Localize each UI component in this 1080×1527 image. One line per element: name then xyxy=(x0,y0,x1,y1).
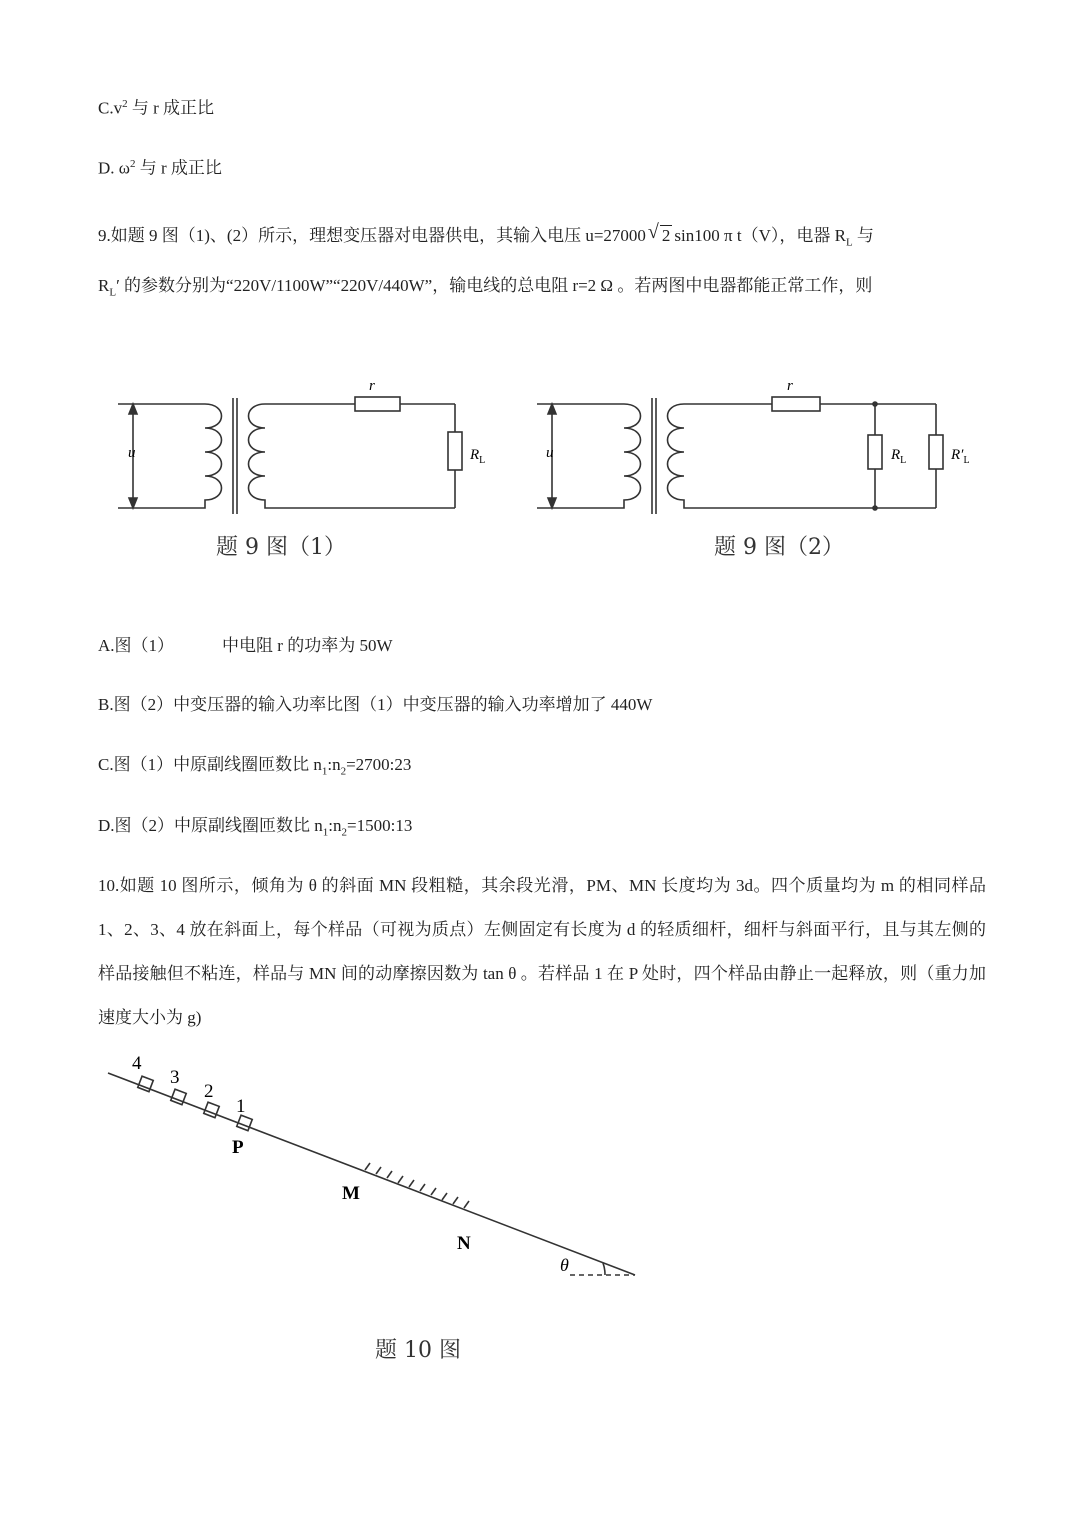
fig9-1-RL-label: $R_L$ xyxy=(470,447,486,466)
fig9-1-u-label: u xyxy=(128,445,136,461)
label-4: 4 xyxy=(132,1053,142,1074)
q9-option-b: B.图（2）中变压器的输入功率比图（1）中变压器的输入功率增加了 440W xyxy=(98,695,653,714)
label-1: 1 xyxy=(236,1096,246,1117)
theta-arc xyxy=(603,1263,605,1275)
label-N: N xyxy=(457,1233,471,1254)
q9-option-c: C.图（1）中原副线圈匝数比 $n_1:n_2=2700:23$ xyxy=(98,755,412,778)
fig9-2-u-label: u xyxy=(546,445,554,461)
fig9-2-circuit xyxy=(537,397,943,514)
q8-option-d: D. $\omega^2$ 与 r 成正比 xyxy=(98,158,222,178)
fig10-caption: 题 10 图 xyxy=(375,1338,461,1363)
label-P: P xyxy=(232,1137,244,1158)
q9-stem: 9.如题 9 图（1)、(2）所示，理想变压器对电器供电，其输入电压 u=27000√ 2 sin100 π t（V），电器 $R_L$ 与 $R_L'$ 的参数分别为“220V/1100W”“220V/440W”，输电线的总电阻 r=2 Ω 。若两图中电器都能正常工作，则 xyxy=(98,214,986,315)
sqrt-symbol: √ 2 xyxy=(648,214,673,258)
q9-option-a: A.图（1） 中电阻 r 的功率为 50W xyxy=(98,636,393,655)
rough-hatching xyxy=(365,1163,469,1208)
fig9-1-r-label: r xyxy=(369,378,375,394)
q9-option-d: D.图（2）中原副线圈匝数比 $n_1:n_2=1500:13$ xyxy=(98,816,413,839)
q10-figure xyxy=(100,1045,660,1375)
fig9-2-RLp-label: $R'_L$ xyxy=(951,447,970,466)
label-2: 2 xyxy=(204,1081,214,1102)
q9-figures xyxy=(100,368,980,578)
fig9-1-caption: 题 9 图（1） xyxy=(216,535,346,560)
label-3: 3 xyxy=(170,1067,180,1088)
fig9-2-caption: 题 9 图（2） xyxy=(714,535,844,560)
fig9-2-r-label: r xyxy=(787,378,793,394)
q10-stem: 10.如题 10 图所示，倾角为 θ 的斜面 MN 段粗糙，其余段光滑，PM、MN 长度均为 3d。四个质量均为 m 的相同样品 1、2、3、4 放在斜面上，每个样品（可视为质点）左侧固定有长度为 d 的轻质细杆，细杆与斜面平行，且与其左侧的样品接触但不粘连，样品与 MN 间的动摩擦因数为 tan θ 。若样品 1 在 P 处时，四个样品由静止一起释放，则（重力加速度大小为 g) xyxy=(98,876,986,1027)
incline-line xyxy=(108,1073,635,1275)
label-theta: θ xyxy=(560,1255,569,1275)
fig9-2-RL-label: $R_L$ xyxy=(891,447,907,466)
q8-option-c: $C.v^2$ 与 r 成正比 xyxy=(98,98,215,118)
label-M: M xyxy=(342,1183,360,1204)
fig9-1-circuit xyxy=(118,397,462,514)
